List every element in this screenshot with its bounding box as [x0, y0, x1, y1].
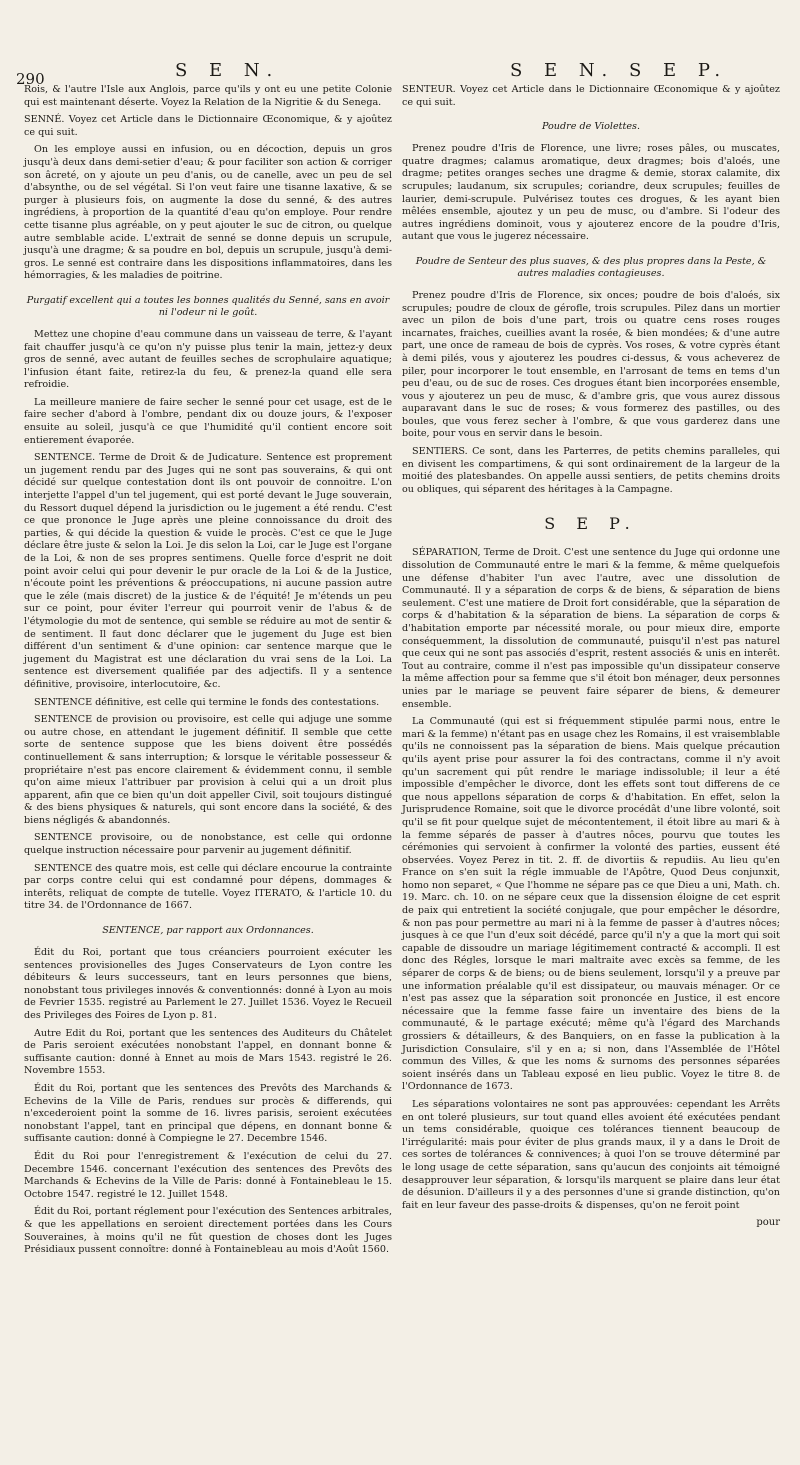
entry-sentence: SENTENCE. Terme de Droit & de Judicature. Sentence est proprement un jugement rendu par des Juges qui ne sont pas souverains, & qui ont décidé sur quelque contestation dont ils ont pouvoir de connoitre. L'on interjette l'appel d'un tel jugement, qui est porté devant le Juge souverain, du Ressort duquel dépend la jurisdiction ou le jugement a été rendu. C'est ce que prononce le Juge après une pleine connoissance du droit des parties, & qui décide la question & vuide le procès. C'est ce que le Juge déclare être juste & selon la Loi. Je dis selon la Loi, car le Juge est l'organe de la Loi, & non de ses propres sentimens. Quelle force d'esprit ne doit point avoir celui qui pour devenir le pur oracle de la Loi & de la Justice, n'écoute point les préventions & préoccupations, ni aucune passion autre que le zéle (mais discret) de la justice & de l'équité! Je m'étends un peu sur ce point, pour éviter l'erreur qui pourroit venir de l'abus & de l'étymologie du mot de sentence, qui semble se réduire au mot de sentir & de sentiment. Il faut donc déclarer que le jugement du Juge est bien différent d'un sentiment & d'une opinion: car sentence marque que le jugement du Magistrat est une déclaration du vrai sens de la Loi. La sentence est diversement qualifiée par des adjectifs. Il y a sentence définitive, provisoire, interlocutoire, &c. [24, 452, 392, 690]
separation-volontaire-paragraph: Les séparations volontaires ne sont pas approuvées: cependant les Arrêts en ont toleré plusieurs, sur tout quand elles avoient été exécutées pendant un tems considérable, quoique ces tolérances tiennent beaucoup de l'irrégularité: mais pour éviter de plus grands maux, il y a dans le Droit de ces sortes de tolérances & connivences; à quoi l'on se trouve déterminé par le long usage de cette séparation, sans qu'aucun des conjoints ait témoigné desapprouver leur séparation, & lorsqu'ils marquent se plaire dans leur état de désunion. D'ailleurs il y a des personnes d'une si grande distinction, qu'on fait en leur faveur des passe-droits & dispenses, qu'on ne feroit point [402, 1098, 780, 1211]
sentence-quatre-mois: SENTENCE des quatre mois, est celle qui déclare encourue la contrainte par corps contre celui qui est condamné pour dépens, dommages & interêts, reliquat de compte de tutelle. Voyez ITERATO, & l'article 10. du titre 34. de l'Ordonnance de 1667. [24, 862, 392, 912]
edit-enregistrement-paragraph: Édit du Roi pour l'enregistrement & l'exécution de celui du 27. Decembre 1546. concernant l'exécution des sentences des Prevôts des Marchands & Echevins de la Ville de Paris: donné à Fontainebleau le 15. Octobre 1547. registré le 12. Juillet 1548. [24, 1150, 392, 1200]
entry-senteur: SENTEUR. Voyez cet Article dans le Dictionnaire Œconomique & y ajoûtez ce qui suit. [402, 84, 780, 108]
running-head-left: S E N. [175, 60, 281, 81]
edit-lyon-paragraph: Édit du Roi, portant que tous créanciers pourroient exécuter les sentences provisionelles des Juges Conservateurs de Lyon contre les débiteurs & leurs successeurs, tant en leurs personnes que biens, nonobstant tous privileges innovés & conventionnés: donné à Lyon au mois de Fevrier 1535. registré au Parlement le 27. Juillet 1536. Voyez le Recueil des Privileges des Foires de Lyon p. 81. [24, 947, 392, 1021]
entry-sentiers: SENTIERS. Ce sont, dans les Parterres, de petits chemins paralleles, qui en divisent les compartimens, & qui sont ordinairement de la largeur de la moitié des platesbandes. On appelle aussi sentiers, de petits chemins droits ou obliques, qui séparent des héritages à la Campagne. [402, 446, 780, 495]
edit-chatelet-paragraph: Autre Edit du Roi, portant que les sentences des Auditeurs du Châtelet de Paris seroient exécutées nonobstant l'appel, en donnant bonne & suffisante caution: donné à Ennet au mois de Mars 1543. registré le 26. Novembre 1553. [24, 1027, 392, 1077]
recipe-title-senteur-peste: Poudre de Senteur des plus suaves, & des plus propres dans la Peste, & autres maladies contagieuses. [415, 255, 767, 279]
page-number: 290 [16, 70, 45, 88]
sentence-definitive: SENTENCE définitive, est celle qui termine le fonds des contestations. [34, 696, 380, 708]
senne-usage-paragraph: On les employe aussi en infusion, ou en décoction, depuis un gros jusqu'à deux dans demi-setier d'eau; & pour faciliter son action & corriger son âcreté, on y ajoute un peu d'anis, ou de canelle, avec un peu de sel d'absynthe, ou de sel végétal. Si l'on veut faire une tisanne laxative, & se purger à plusieurs fois, on augmente la dose du senné, & des autres ingrédiens, à proportion de la quantité d'eau qu'on employe. Pour rendre cette tisanne plus agréable, on y peut ajouter le suc de citron, ou quelque autre semblable acide. L'extrait de senné se donne depuis un scrupule, jusqu'à une dragme; & sa poudre en bol, depuis un scrupule, jusqu'à demi-gros. Le senné est contraire dans les dispositions inflammatoires, dans les hémorragies, & les maladies de poitrine. [24, 144, 392, 282]
entry-senne: SENNÉ. Voyez cet Article dans le Dictionnaire Œconomique, & y ajoûtez ce qui suit. [24, 114, 392, 138]
catchword: pour [756, 1217, 780, 1229]
edit-prevots-paragraph: Édit du Roi, portant que les sentences des Prevôts des Marchands & Echevins de la Ville de Paris, rendues sur procès & differends, qui n'excederoient point la somme de 16. livres parisis, seroient exécutées nonobstant l'appel, tant en principal que dépens, en donnant bonne & suffisante caution: donné à Compiegne le 27. Decembre 1546. [24, 1082, 392, 1145]
sentence-provision: SENTENCE de provision ou provisoire, est celle qui adjuge une somme ou autre chose, en attendant le jugement définitif. Il semble que cette sorte de sentence suppose que les biens doivent être possédés continuellement & sans interruption; & lorsque le véritable possesseur & propriétaire n'est pas encore clairement & évidemment connu, il semble qu'on aime mieux l'attribuer par provision à celui qui a un droit plus apparent, afin que ce bien qu'un doit appeller Civil, soit toujours distingué & des biens physiques & naturels, qui sont encore dans la société, & des biens négligés & abandonnés. [24, 714, 392, 826]
left-column [24, 84, 392, 1262]
senteur-peste-recipe-paragraph: Prenez poudre d'Iris de Florence, six onces; poudre de bois d'aloés, six scrupules; poudre de cloux de gérofle, trois scrupules. Pilez dans un mortier avec un pilon de bois d'une part, trois ou quatre cens roses rouges incarnates, fraiches, cueillies avant la rosée, & bien mondées; & d'une autre part, une once de rameau de bois de cyprès. Vos roses, & votre cyprès étant à demi pilés, vous y ajouterez les poudres ci-dessus, & vous acheverez de piler, pour incorporer le tout ensemble, en l'arrosant de tems en tems d'un peu d'eau, ou de suc de roses. Ces drogues étant bien incorporées ensemble, vous y ajouterez un peu de musc, & d'ambre gris, que vous aurez dissous auparavant dans le suc de roses; & vous formerez des pastilles, ou des boules, que vous ferez secher à l'ombre, & que vous garderez dans une boite, pour vous en servir dans le besoin. [402, 289, 780, 440]
recipe-title-purgatif: Purgatif excellent qui a toutes les bonnes qualités du Senné, sans en avoir ni l'odeur ni le goût. [26, 294, 390, 318]
violettes-recipe-paragraph: Prenez poudre d'Iris de Florence, une livre; roses pâles, ou muscates, quatre dragmes; calamus aromatique, deux dragmes; bois d'aloés, une dragme; petites oranges seches une dragme & demie, storax calamite, dix scrupules; laudanum, six scrupules; coriandre, deux scrupules; feuilles de laurier, demi-scrupule. Pulvérisez toutes ces drogues, & les ayant bien mêlées ensemble, ajoutez y un peu de musc, ou d'ambre. Si l'odeur des autres ingrédiens dominoit, vous y ajouterez encore de la poudre d'Iris, autant que vous le jugerez nécessaire. [402, 143, 780, 243]
running-head-right: S E N. S E P. [510, 60, 729, 81]
entry-separation: SÉPARATION, Terme de Droit. C'est une sentence du Juge qui ordonne une dissolution de Communauté entre le mari & la femme, & même quelquefois une défense d'habiter l'un avec l'autre, avec une dissolution de Communauté. Il y a séparation de corps & de biens, & séparation de biens seulement. C'est une matiere de Droit fort considérable, que la séparation de corps & d'habitation & la séparation de biens. La séparation de corps & d'habitation emporte par nécessité morale, ou pour mieux dire, emporte conséquemment, la dissolution de communauté, puisqu'il n'est pas naturel que ceux qui ne sont pas associés d'esprit, restent associés & unis en interêt. Tout au contraire, comme il n'est pas impossible qu'un dissipateur conserve la même affection pour sa femme que s'il étoit bon ménager, deux personnes unies par le mariage se peuvent faire séparer de biens, & demeurer ensemble. [402, 547, 780, 710]
separation-communaute-paragraph: La Communauté (qui est si fréquemment stipulée parmi nous, entre le mari & la femme) n'étant pas en usage chez les Romains, il est vraisemblable qu'ils ne connoissent pas la séparation de biens. Mais quelque précaution qu'ils ayent prise pour assurer la foi des contractans, comme il n'y avoit qu'un sacrement qui pût rendre le mariage indissoluble; il leur a été impossible d'empêcher le divorce, dont les effets sont tout differens de ce que nous appellons séparation de corps & d'habitation. En effet, selon la Jurisprudence Romaine, soit que le divorce procédât d'une libre volonté, soit qu'il se fit pour quelque sujet de mécontentement, il étoit libre au mari & à la femme séparés de passer à d'autres nôces, pourvu que toutes les cérémonies qui servoient à confirmer la volonté des parties, eussent été observées. Voyez Perez in tit. 2. ff. de divortiis & repudiis. Au lieu qu'en France on s'en suit la régle immuable de l'Apôtre, Quod Deus conjunxit, homo non separet, « Que l'homme ne sépare pas ce que Dieu a uni, Math. ch. 19. Marc. ch. 10. on ne sépare ceux que la dissension éloigne de cet esprit de paix qui entretient la société conjugale, que pour empêcher le désordre, & non pas pour permettre au mari ni à la femme de passer à d'autres nôces; jusques à ce que l'un d'eux soit décédé, parce qu'il n'y a que la mort qui soit capable de dissoudre un mariage légitimement contracté & accompli. Il est donc des Régles, lorsque le mari maltraite avec excès sa femme, de les séparer de corps & de biens; ou de biens seulement, lorsqu'il y a preuve par une information préalable qu'il est dissipateur, ou mauvais ménager. Or ce n'est pas assez que la séparation soit prononcée en Justice, il est encore nécessaire que la femme fasse faire un inventaire des biens de la communauté, & le partage exécuté; même qu'à l'égard des Marchands grossiers & détailleurs, & des Banquiers, on en fasse la publication à la Jurisdiction Consulaire, s'il y en a; si non, dans l'Assemblée de l'Hôtel commun des Villes, & que les noms & surnoms des personnes séparées soient insérés dans un Tableau exposé en lieu public. Voyez le titre 8. de l'Ordonnance de 1673. [402, 716, 780, 1093]
recipe-title-violettes: Poudre de Violettes. [541, 121, 641, 133]
section-heading-sep: S E P. [544, 514, 638, 534]
entry-isle-continuation: Rois, & l'autre l'Isle aux Anglois, parce qu'ils y ont eu une petite Colonie qui est maintenant déserte. Voyez la Relation de la Nigritie & du Senega. [24, 84, 392, 108]
purgatif-recipe-paragraph: Mettez une chopine d'eau commune dans un vaisseau de terre, & l'ayant fait chauffer jusqu'à ce qu'on n'y puisse plus tenir la main, jettez-y deux gros de senné, avec autant de feuilles seches de scrophulaire aquatique; l'infusion étant faite, retirez-la du feu, & prenez-la quand elle sera refroidie. [24, 328, 392, 391]
sentence-provisoire: SENTENCE provisoire, ou de nonobstance, est celle qui ordonne quelque instruction nécessaire pour parvenir au jugement définitif. [24, 832, 392, 857]
subheading-ordonnances: SENTENCE, par rapport aux Ordonnances. [102, 925, 314, 937]
right-column [402, 84, 780, 1230]
edit-arbitrales-paragraph: Édit du Roi, portant réglement pour l'exécution des Sentences arbitrales, & que les appellations en seroient directement portées dans les Cours Souveraines, à moins qu'il ne fût question de choses dont les Juges Présidiaux pussent connoître: donné à Fontainebleau au mois d'Août 1560. [24, 1206, 392, 1256]
senne-drying-paragraph: La meilleure maniere de faire secher le senné pour cet usage, est de le faire secher d'abord à l'ombre, pendant dix ou douze jours, & l'exposer ensuite au soleil, jusqu'à ce que l'humidité qu'il contient encore soit entierement évaporée. [24, 396, 392, 446]
